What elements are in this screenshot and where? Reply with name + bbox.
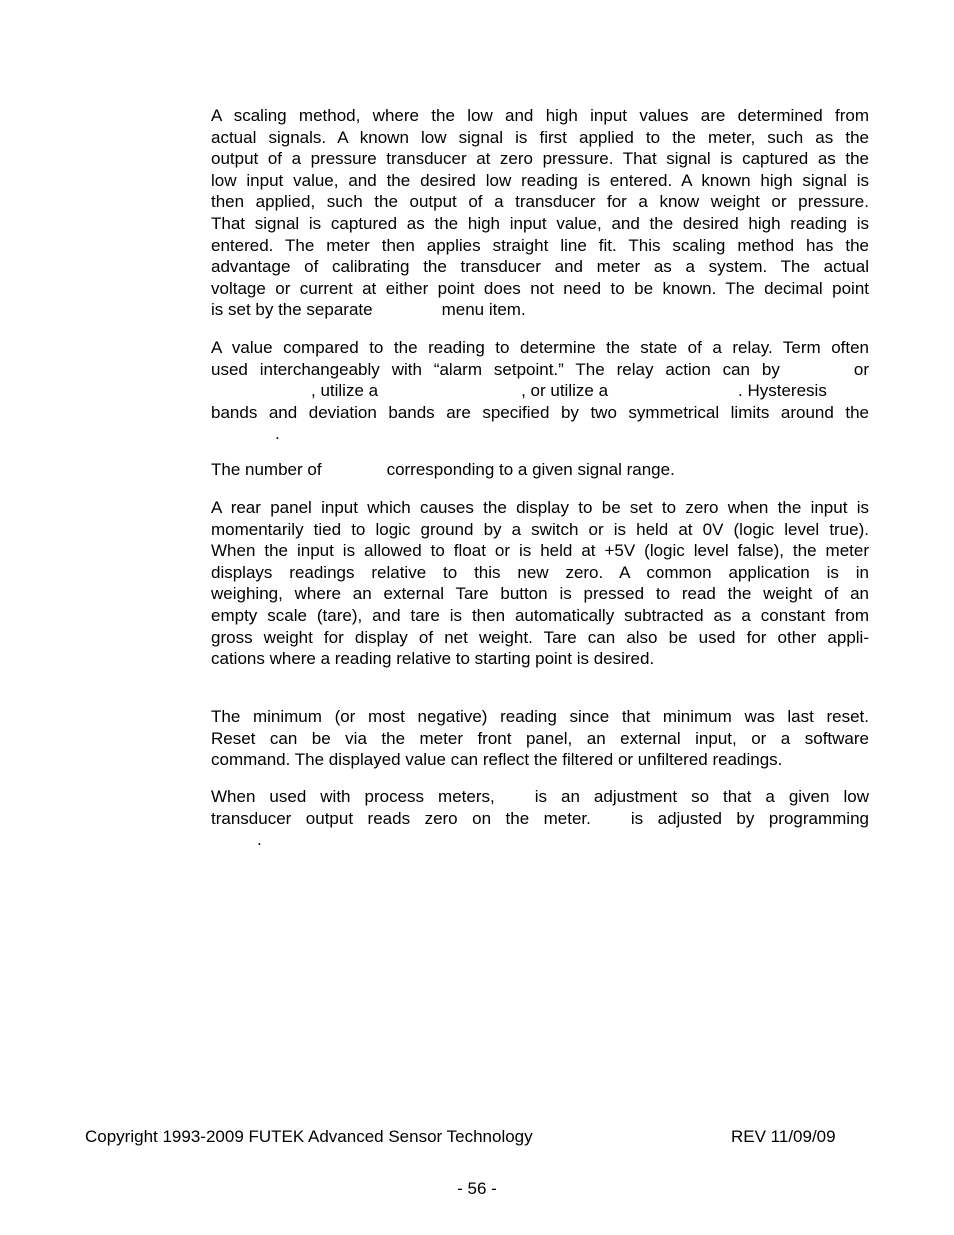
paragraph-span [211,459,869,481]
text-line: A value compared to the reading to determine the state of a relay. Term often [211,338,869,357]
text-fragment: . [275,424,280,444]
text-fragment: corresponding to a given signal range. [386,460,675,479]
text-line [211,299,869,321]
paragraph-tare [211,497,869,670]
text-fragment: , or utilize a [521,381,609,401]
text-line: cations where a reading relative to starting point is desired. [211,649,655,669]
paragraph-valley [211,706,869,771]
text-line: displays readings relative to this new zero. A common application is in [211,562,869,582]
text-fragment: . Hysteresis [738,381,827,401]
text-line: When the input is allowed to float or is held at +5V (logic level false), the meter [211,541,869,561]
text-line: Reset can be via the meter front panel, an external input, or a software [211,728,869,748]
text-fragment: , utilize a [311,381,379,401]
text-fragment: is set by the separate [211,300,373,320]
paragraph-scaling-method [211,105,869,321]
text-line: advantage of calibrating the transducer and meter as a system. The actual [211,257,869,277]
paragraph-zero [211,786,869,851]
text-line [211,808,869,830]
text-line [211,423,869,445]
text-fragment: menu item. [441,300,526,320]
text-line [211,786,869,808]
text-line: low input value, and the desired low reading is entered. A known high signal is [211,170,869,190]
text-line: voltage or current at either point does not need to be known. The decimal point [211,278,869,298]
text-line: command. The displayed value can reflect the filtered or unfiltered readings. [211,750,783,770]
text-fragment: The number of [211,460,322,479]
text-line [211,359,869,381]
text-line: then applied, such the output of a transducer for a know weight or pressure. [211,192,869,212]
text-line: A rear panel input which causes the display to be set to zero when the input is [211,498,869,517]
text-line [211,829,869,851]
text-line: output of a pressure transducer at zero pressure. That signal is captured as the [211,149,869,169]
text-fragment: When used with process meters, [211,787,495,806]
text-fragment: used interchangeably with “alarm setpoint.” The relay action can by [211,359,780,379]
footer-revision: REV 11/09/09 [731,1127,836,1146]
text-line: empty scale (tare), and tare is then automatically subtracted as a constant from [211,605,869,625]
text-line: gross weight for display of net weight. Tare can also be used for other appli- [211,627,869,647]
text-line: weighing, where an external Tare button is pressed to read the weight of an [211,584,869,604]
text-line: entered. The meter then applies straight line fit. This scaling method has the [211,235,869,255]
text-line: The minimum (or most negative) reading since that minimum was last reset. [211,707,869,726]
text-fragment: is adjusted by programming [630,808,869,828]
text-fragment: transducer output reads zero on the meter. [211,808,591,828]
text-line [211,380,869,402]
page-number: - 56 - [457,1179,497,1198]
footer-copyright: Copyright 1993-2009 FUTEK Advanced Sensor Technology [85,1127,533,1146]
text-line [211,459,869,481]
text-line: That signal is captured as the high input value, and the desired high reading is [211,213,869,233]
text-fragment: . [257,830,262,850]
text-line: actual signals. A known low signal is first applied to the meter, such as the [211,127,869,147]
text-line: momentarily tied to logic ground by a switch or is held at 0V (logic level true). [211,519,869,539]
text-line: A scaling method, where the low and high input values are determined from [211,106,869,125]
text-line: bands and deviation bands are specified by two symmetrical limits around the [211,402,869,422]
text-fragment: is an adjustment so that a given low [534,787,869,806]
paragraph-setpoint [211,337,869,445]
text-fragment: or [853,359,869,379]
